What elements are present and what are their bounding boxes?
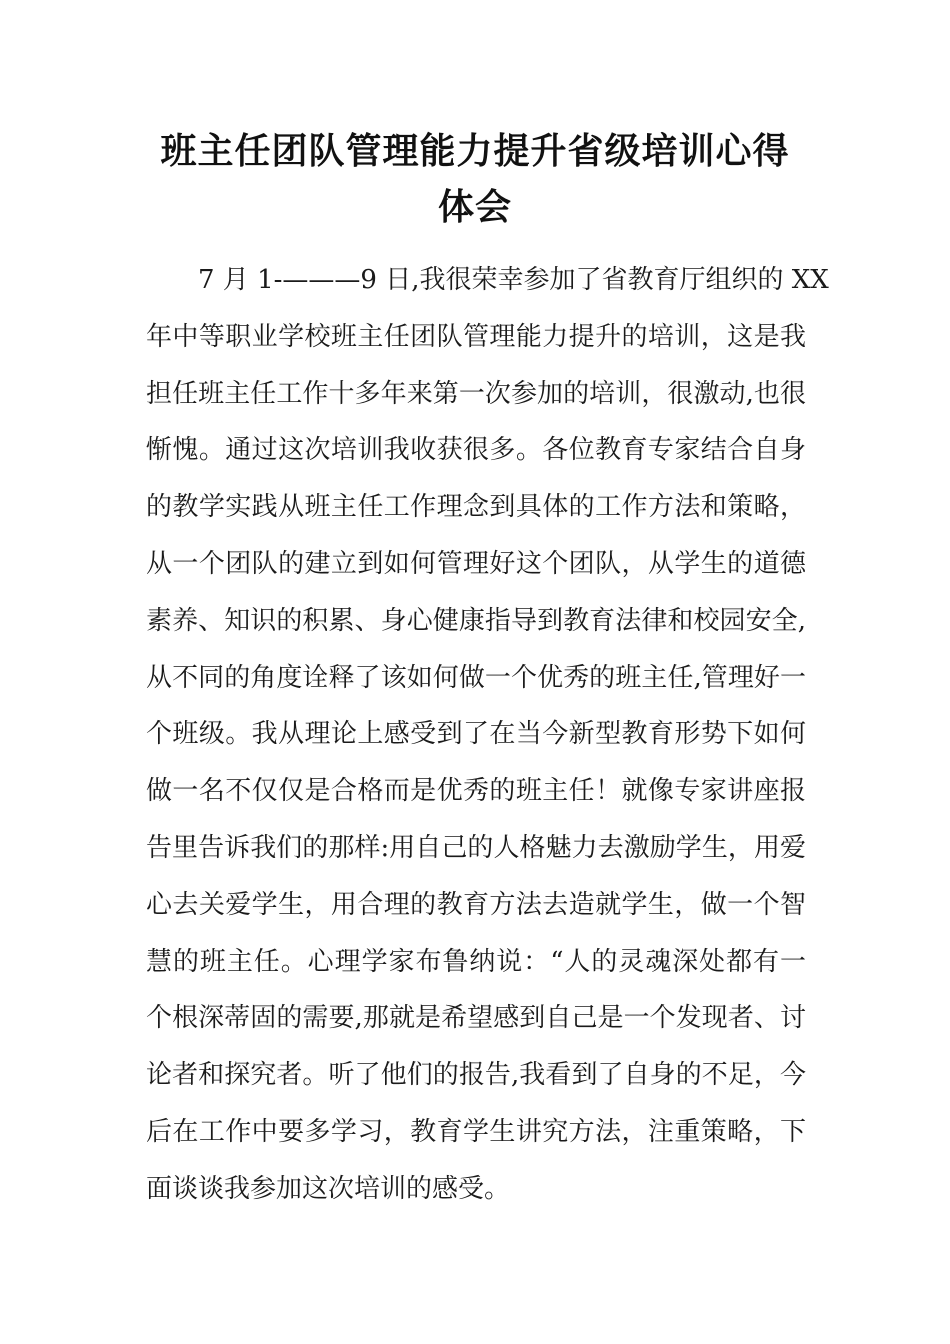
text-line: 后在工作中要多学习，教育学生讲究方法，注重策略，下	[146, 1116, 806, 1147]
text-line: 告里告诉我们的那样:用自己的人格魅力去激励学生，用爱	[146, 832, 806, 863]
text-line: 慧的班主任。心理学家布鲁纳说：“人的灵魂深处都有一	[146, 946, 806, 977]
text-line: 个班级。我从理论上感受到了在当今新型教育形势下如何	[146, 719, 806, 750]
text-line: 面谈谈我参加这次培训的感受。	[146, 1173, 511, 1204]
title-line-1: 班主任团队管理能力提升省级培训心得	[160, 131, 790, 172]
title-line-2: 体会	[437, 187, 512, 228]
text-line: 心去关爱学生，用合理的教育方法去造就学生，做一个智	[146, 889, 806, 920]
text-line: 个根深蒂固的需要,那就是希望感到自己是一个发现者、讨	[146, 1003, 806, 1034]
text-line: 7 月 1-———9 日,我很荣幸参加了省教育厅组织的 XX	[198, 265, 829, 295]
body-paragraph	[146, 258, 829, 1224]
text-line: 论者和探究者。听了他们的报告,我看到了自身的不足，今	[146, 1060, 806, 1091]
text-line: 从不同的角度诠释了该如何做一个优秀的班主任,管理好一	[146, 662, 806, 693]
document-title	[140, 124, 810, 236]
text-line: 担任班主任工作十多年来第一次参加的培训，很激动,也很	[146, 378, 806, 409]
text-line: 年中等职业学校班主任团队管理能力提升的培训，这是我	[146, 321, 806, 352]
text-line: 的教学实践从班主任工作理念到具体的工作方法和策略，	[146, 492, 806, 523]
text-line: 做一名不仅仅是合格而是优秀的班主任！就像专家讲座报	[146, 776, 806, 807]
text-line: 惭愧。通过这次培训我收获很多。各位教育专家结合自身	[146, 435, 806, 466]
text-line: 从一个团队的建立到如何管理好这个团队，从学生的道德	[146, 548, 806, 579]
text-line: 素养、知识的积累、身心健康指导到教育法律和校园安全,	[146, 605, 806, 636]
